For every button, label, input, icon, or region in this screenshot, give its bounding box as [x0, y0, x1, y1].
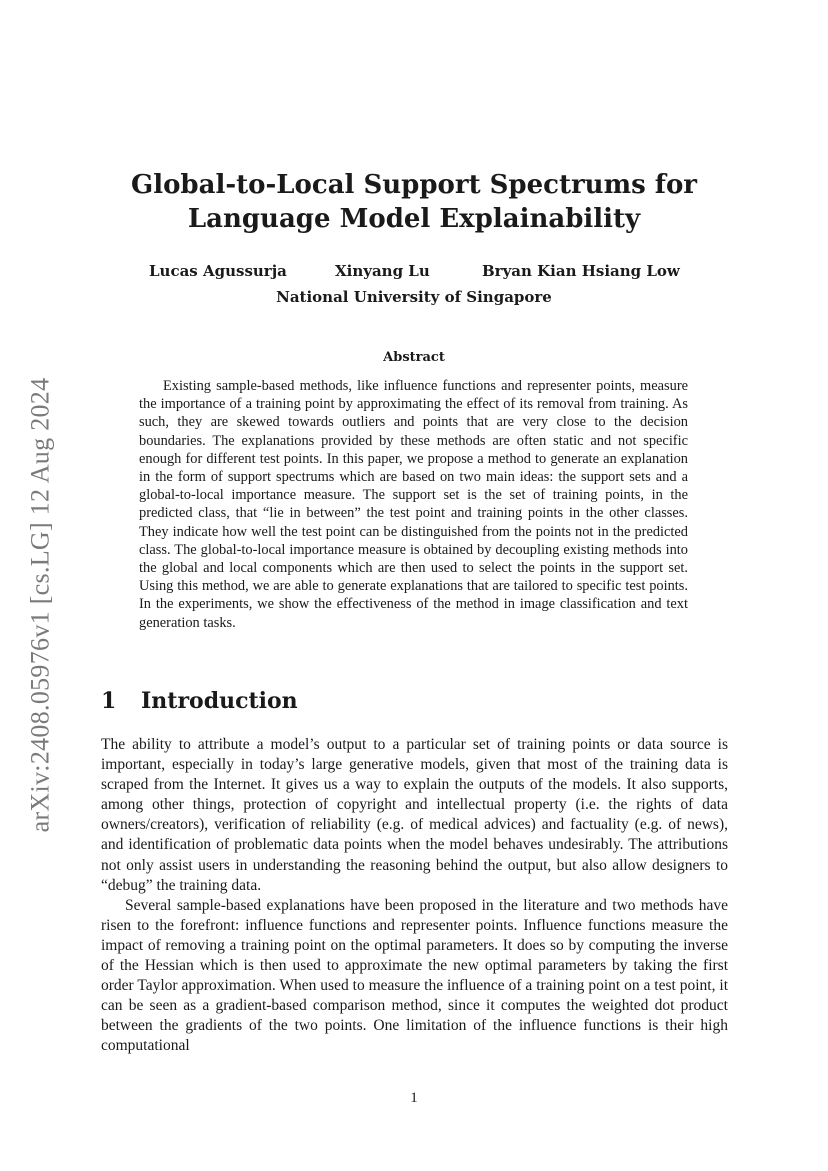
arxiv-identifier-text: arXiv:2408.05976v1 [cs.LG] 12 Aug 2024: [25, 377, 55, 833]
paper-title-line-1: Global-to-Local Support Spectrums for: [131, 170, 697, 200]
abstract-heading: Abstract: [383, 350, 445, 365]
introduction-paragraph: Several sample-based explanations have been proposed in the literature and two methods have risen to the forefront: influence functions and representer points. Influence functions measure the impact of removing a training point on the optimal parameters. It does so by computing the inverse of the Hessian which is then used to approximate the new optimal parameters by taking the first order Taylor approximation. When used to measure the influence of a training point on a test point, it can be seen as a gradient-based comparison method, since it computes the weighted dot product between the gradients of the two points. One limitation of the influence functions is their high computational: [101, 896, 728, 1055]
author-name: Bryan Kian Hsiang Low: [482, 262, 680, 280]
section-title: Introduction: [141, 688, 298, 714]
paper-title-line-2: Language Model Explainability: [187, 204, 641, 234]
author-name: Lucas Agussurja: [149, 262, 287, 280]
introduction-paragraph: The ability to attribute a model’s output to a particular set of training points or data source is important, especially in today’s large generative models, given that most of the training data is scraped from the Internet. It gives us a way to explain the outputs of the models. It also supports, among other things, protection of copyright and intellectual property (i.e. the rights of data owners/creators), verification of reliability (e.g. of medical advices) and factuality (e.g. of news), and identification of problematic data points when the model behaves undesirably. The attributions not only assist users in understanding the reasoning behind the output, but also allow designers to “debug” the training data.: [101, 736, 728, 894]
section-heading: [101, 688, 298, 714]
author-name: Xinyang Lu: [335, 262, 430, 280]
author-affiliation: National University of Singapore: [276, 288, 552, 306]
arxiv-identifier-stamp: [20, 360, 60, 850]
abstract-text: Existing sample-based methods, like influence functions and representer points, measure the importance of a training point by approximating the effect of its removal from training. As such, they are skewed towards outliers and points that are very close to the decision boundaries. The explanations provided by these methods are often static and not specific enough for different test points. In this paper, we propose a method to generate an explanation in the form of support spectrums which are based on two main ideas: the support sets and a global-to-local importance measure. The support set is the set of training points, in the predicted class, that “lie in between” the test point and training points in the other classes. They indicate how well the test point can be distinguished from the points not in the predicted class. The global-to-local importance measure is obtained by decoupling existing methods into the global and local components which are then used to select the points in the support set. Using this method, we are able to generate explanations that are tailored to specific test points. In the experiments, we show the effectiveness of the method in image classification and text generation tasks.: [139, 378, 688, 631]
paper-title: [0, 168, 828, 236]
page-number: 1: [410, 1090, 418, 1106]
section-number: 1: [101, 688, 117, 714]
introduction-body: [101, 735, 728, 1057]
